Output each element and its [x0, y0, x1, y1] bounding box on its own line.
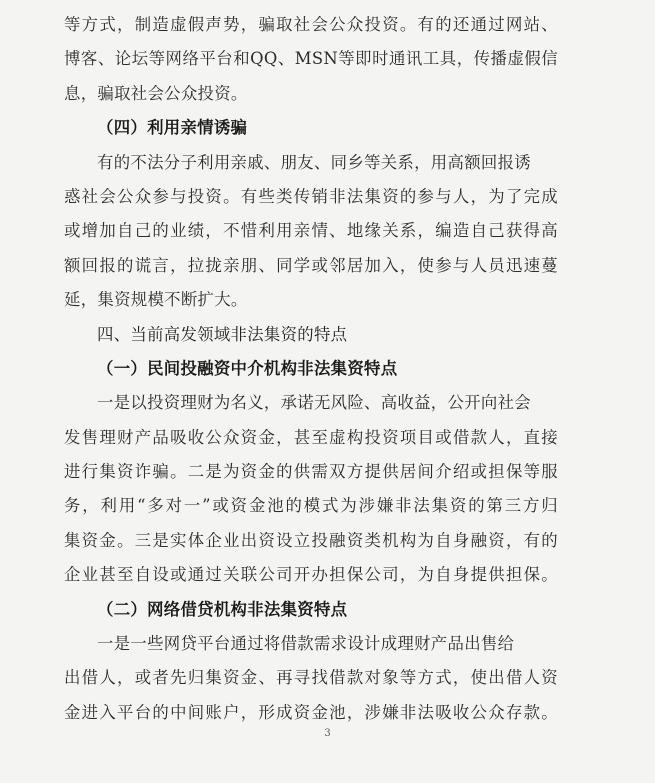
text-line: 进行集资诈骗。二是为资金的供需双方提供居间介绍或担保等服: [64, 462, 558, 482]
section-heading: （四）利用亲情诱骗: [97, 118, 248, 138]
text-line: 博客、论坛等网络平台和QQ、MSN等即时通讯工具，传播虚假信: [64, 49, 558, 69]
text-line: 集资金。三是实体企业出资设立投融资类机构为自身融资，有的: [64, 530, 558, 550]
text-line: 有的不法分子利用亲戚、朋友、同乡等关系，用高额回报诱: [97, 152, 531, 172]
section-heading: （一）民间投融资中介机构非法集资特点: [97, 358, 398, 378]
page-number: 3: [324, 728, 331, 739]
text-line: 额回报的谎言，拉拢亲朋、同学或邻居加入，使参与人员迅速蔓: [64, 255, 558, 275]
text-line: 务，利用“多对一”或资金池的模式为涉嫌非法集资的第三方归: [64, 496, 558, 516]
chapter-heading: 四、当前高发领域非法集资的特点: [97, 324, 348, 344]
text-line: 企业甚至自设或通过关联公司开办担保公司，为自身提供担保。: [64, 565, 558, 585]
section-heading: （二）网络借贷机构非法集资特点: [97, 599, 348, 619]
text-line: 惑社会公众参与投资。有些类传销非法集资的参与人，为了完成: [64, 186, 558, 206]
text-line: 延，集资规模不断扩大。: [64, 290, 248, 310]
text-line: 等方式，制造虚假声势，骗取社会公众投资。有的还通过网站、: [64, 15, 558, 34]
text-line: 一是以投资理财为名义，承诺无风险、高收益，公开向社会: [97, 393, 531, 413]
text-line: 出借人，或者先归集资金、再寻找借款对象等方式，使出借人资: [64, 668, 558, 688]
text-line: 息，骗取社会公众投资。: [64, 83, 248, 103]
document-body: [64, 8, 558, 730]
text-line: 发售理财产品吸收公众资金，甚至虚构投资项目或借款人，直接: [64, 427, 558, 447]
text-line: 金进入平台的中间账户，形成资金池，涉嫌非法吸收公众存款。: [64, 702, 558, 722]
text-line: 一是一些网贷平台通过将借款需求设计成理财产品出售给: [97, 634, 515, 654]
text-line: 或增加自己的业绩，不惜利用亲情、地缘关系，编造自己获得高: [64, 221, 558, 241]
